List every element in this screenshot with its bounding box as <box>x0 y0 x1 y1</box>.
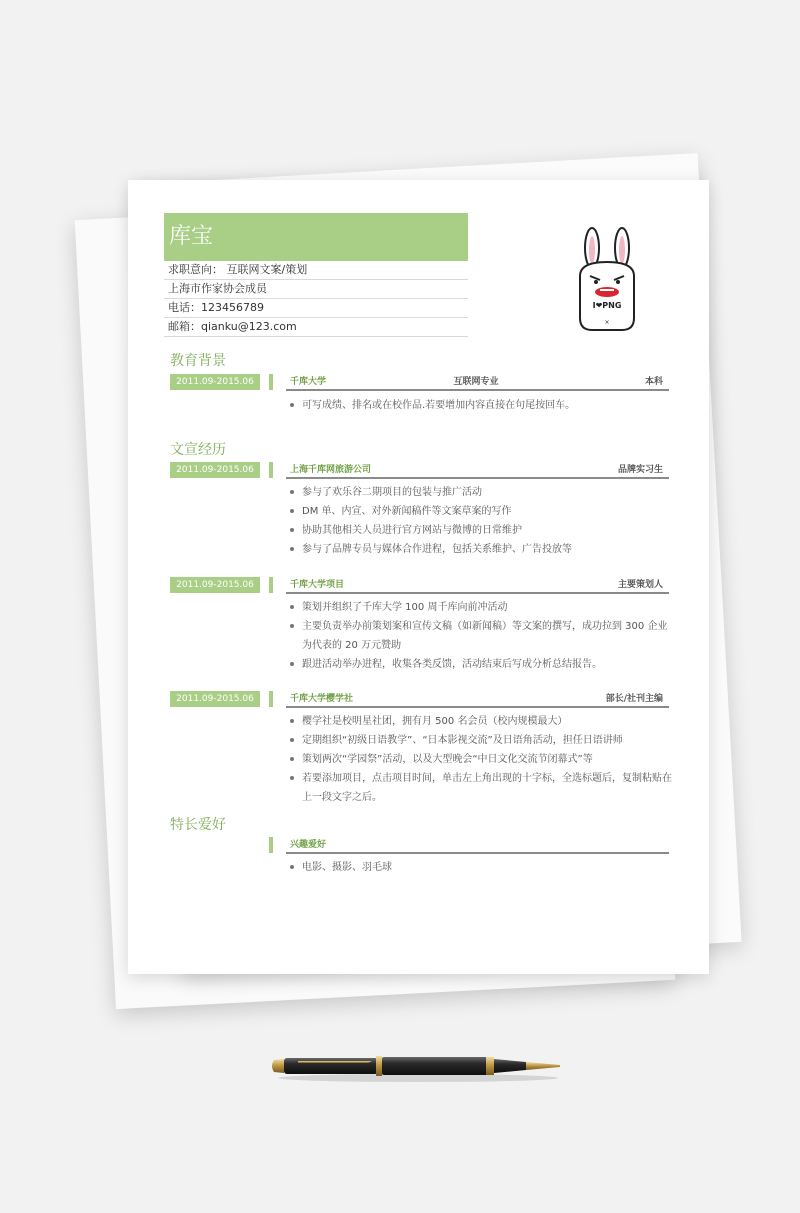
section-title-hobbies: 特长爱好 <box>170 817 226 833</box>
organization: 千库大学樱学社 <box>290 694 354 704</box>
list-item: 策划两次“学园祭”活动，以及大型晚会“中日文化交流节闭幕式”等 <box>290 750 675 769</box>
list-item: 参与了品牌专员与媒体合作进程，包括关系维护、广告投放等 <box>290 540 675 559</box>
accent-bar <box>269 577 273 593</box>
svg-text:I❤PNG: I❤PNG <box>592 301 622 310</box>
phone: 电话：123456789 <box>164 299 468 318</box>
list-item: 定期组织“初级日语教学”、“日本影视交流”及日语角活动，担任日语讲师 <box>290 731 675 750</box>
bunny-avatar-icon <box>570 226 644 338</box>
list-item: 策划并组织了千库大学 100 周千库向前冲活动 <box>290 598 675 617</box>
organization: 千库大学项目 <box>290 580 345 590</box>
hobbies-title: 兴趣爱好 <box>290 840 327 850</box>
svg-text:×: × <box>604 319 610 326</box>
candidate-name: 库宝 <box>164 213 468 261</box>
list-item: 跟进活动举办进程，收集各类反馈，活动结束后写成分析总结报告。 <box>290 655 675 674</box>
membership: 上海市作家协会成员 <box>164 280 468 299</box>
hobbies-bullets <box>290 858 675 877</box>
date-badge: 2011.09-2015.06 <box>170 691 260 707</box>
accent-bar <box>269 462 273 478</box>
resume-header <box>164 213 468 337</box>
entry-header <box>286 838 669 854</box>
list-item: 樱学社是校明星社团，拥有月 500 名会员（校内规模最大） <box>290 712 675 731</box>
accent-bar <box>269 374 273 390</box>
entry-header <box>286 692 669 708</box>
list-item: 若要添加项目，点击项目时间，单击左上角出现的十字标，全选标题后，复制粘贴在上一段文字之后。 <box>290 769 675 807</box>
organization: 上海千库网旅游公司 <box>290 465 372 475</box>
date-badge: 2011.09-2015.06 <box>170 462 260 478</box>
experience-bullets <box>290 598 675 674</box>
accent-bar <box>269 837 273 853</box>
role: 主要策划人 <box>617 580 663 590</box>
entry-header <box>286 578 669 594</box>
major: 互联网专业 <box>453 377 499 387</box>
list-item: 参与了欢乐谷二期项目的包装与推广活动 <box>290 483 675 502</box>
date-badge: 2011.09-2015.06 <box>170 374 260 390</box>
section-title-education: 教育背景 <box>170 353 226 369</box>
date-badge: 2011.09-2015.06 <box>170 577 260 593</box>
fountain-pen-icon <box>268 1048 568 1084</box>
role: 部长/社刊主编 <box>605 694 663 704</box>
list-item: 协助其他相关人员进行官方网站与微博的日常维护 <box>290 521 675 540</box>
role: 品牌实习生 <box>617 465 663 475</box>
school-name: 千库大学 <box>290 377 327 387</box>
email: 邮箱：qianku@123.com <box>164 318 468 337</box>
list-item: DM 单、内宣、对外新闻稿件等文案草案的写作 <box>290 502 675 521</box>
accent-bar <box>269 691 273 707</box>
experience-bullets <box>290 483 675 559</box>
entry-header <box>286 463 669 479</box>
list-item: 可写成绩、排名或在校作品.若要增加内容直接在句尾按回车。 <box>290 396 675 415</box>
degree: 本科 <box>644 377 663 387</box>
job-intent: 求职意向： 互联网文案/策划 <box>164 261 468 280</box>
education-bullets <box>290 396 675 415</box>
entry-header <box>286 375 669 391</box>
section-title-experience: 文宣经历 <box>170 442 226 458</box>
resume-page <box>128 180 709 974</box>
experience-bullets <box>290 712 675 807</box>
list-item: 主要负责举办前策划案和宣传文稿（如新闻稿）等文案的撰写，成功拉到 300 企业为代表的 20 万元赞助 <box>290 617 675 655</box>
list-item: 电影、摄影、羽毛球 <box>290 858 675 877</box>
